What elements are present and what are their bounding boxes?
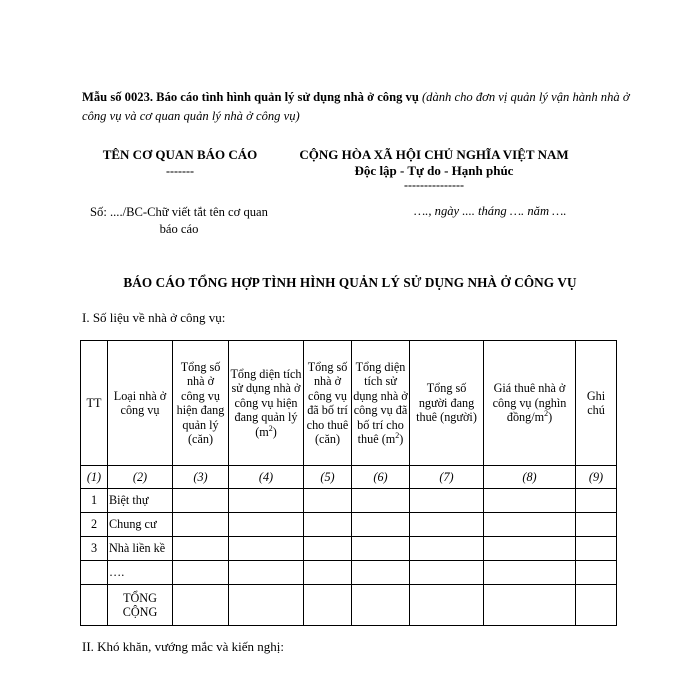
empty-cell — [304, 489, 352, 513]
empty-cell — [576, 561, 617, 585]
empty-cell — [173, 561, 229, 585]
empty-cell — [304, 537, 352, 561]
column-number: (2) — [108, 466, 173, 489]
header-housing-type: Loại nhà ở công vụ — [108, 341, 173, 466]
row-housing-type: Chung cư — [108, 513, 173, 537]
empty-cell — [229, 561, 304, 585]
empty-cell — [173, 513, 229, 537]
header-rented-area: Tổng diện tích sử dụng nhà ở công vụ đã bố trí cho thuê $(m^2)$ — [352, 341, 410, 466]
table-row — [81, 489, 617, 513]
agency-name: TÊN CƠ QUAN BÁO CÁO — [102, 147, 258, 162]
row-housing-type: …. — [108, 561, 173, 585]
table-row — [81, 513, 617, 537]
total-label: TỔNG CỘNG — [108, 585, 173, 626]
empty-cell — [576, 513, 617, 537]
form-title-bold: Mẫu số 0023. Báo cáo tình hình quản lý sử dụng nhà ở công vụ — [82, 90, 419, 104]
column-number: (3) — [173, 466, 229, 489]
header-rent-price: Giá thuê nhà ở công vụ (nghìn đồng/$m^2$) — [484, 341, 576, 466]
column-number-row — [81, 466, 617, 489]
total-row — [81, 585, 617, 626]
date-line: …., ngày .... tháng …. năm …. — [414, 204, 567, 218]
empty-cell — [410, 585, 484, 626]
row-housing-type: Biệt thự — [108, 489, 173, 513]
empty-cell — [229, 585, 304, 626]
table-row — [81, 561, 617, 585]
form-title — [82, 88, 642, 126]
empty-cell — [352, 561, 410, 585]
header-notes: Ghi chú — [576, 341, 617, 466]
header-total-units: Tổng số nhà ở công vụ hiện đang quản lý (căn) — [173, 341, 229, 466]
section-1-heading: I. Số liệu về nhà ở công vụ: — [82, 310, 226, 325]
column-number: (5) — [304, 466, 352, 489]
header-tenants: Tổng số người đang thuê (người) — [410, 341, 484, 466]
empty-cell — [576, 585, 617, 626]
section-2-heading: II. Khó khăn, vướng mắc và kiến nghị: — [82, 639, 285, 654]
header-tt: TT — [81, 341, 108, 466]
form-title-italic: (dành cho đơn vị quản lý vận hành nhà ở công vụ và cơ quan quản lý nhà ở công vụ) — [82, 90, 630, 123]
empty-cell — [484, 489, 576, 513]
empty-cell — [410, 561, 484, 585]
empty-cell — [410, 513, 484, 537]
empty-cell — [576, 489, 617, 513]
document-number: Số: ..../BC-Chữ viết tắt tên cơ quan báo cáo — [90, 205, 268, 236]
column-number: (6) — [352, 466, 410, 489]
table-row — [81, 537, 617, 561]
column-number: (1) — [81, 466, 108, 489]
row-tt: 2 — [81, 513, 108, 537]
empty-cell — [484, 513, 576, 537]
empty-cell — [229, 537, 304, 561]
empty-cell — [410, 537, 484, 561]
column-number: (4) — [229, 466, 304, 489]
empty-cell — [81, 585, 108, 626]
empty-cell — [410, 489, 484, 513]
housing-data-table — [80, 340, 617, 626]
national-title: CỘNG HÒA XÃ HỘI CHỦ NGHĨA VIỆT NAM — [299, 147, 569, 162]
column-number: (7) — [410, 466, 484, 489]
empty-cell — [352, 537, 410, 561]
empty-cell — [352, 513, 410, 537]
empty-cell — [304, 513, 352, 537]
empty-cell — [484, 561, 576, 585]
row-tt: 3 — [81, 537, 108, 561]
report-title: BÁO CÁO TỔNG HỢP TÌNH HÌNH QUẢN LÝ SỬ DỤNG NHÀ Ở CÔNG VỤ — [123, 275, 577, 290]
agency-divider: ------- — [166, 164, 194, 178]
empty-cell — [229, 513, 304, 537]
empty-cell — [173, 585, 229, 626]
empty-cell — [173, 537, 229, 561]
empty-cell — [484, 585, 576, 626]
row-housing-type: Nhà liền kề — [108, 537, 173, 561]
empty-cell — [229, 489, 304, 513]
empty-cell — [304, 561, 352, 585]
column-number: (9) — [576, 466, 617, 489]
empty-cell — [484, 537, 576, 561]
row-tt — [81, 561, 108, 585]
empty-cell — [173, 489, 229, 513]
header-total-area: Tổng diện tích sử dụng nhà ở công vụ hiện đang quản lý $(m^2)$ — [229, 341, 304, 466]
empty-cell — [352, 585, 410, 626]
empty-cell — [576, 537, 617, 561]
national-motto: Độc lập - Tự do - Hạnh phúc — [354, 163, 514, 178]
empty-cell — [352, 489, 410, 513]
empty-cell — [304, 585, 352, 626]
header-rented-units: Tổng số nhà ở công vụ đã bố trí cho thuê (căn) — [304, 341, 352, 466]
row-tt: 1 — [81, 489, 108, 513]
motto-divider: --------------- — [404, 178, 464, 192]
column-number: (8) — [484, 466, 576, 489]
